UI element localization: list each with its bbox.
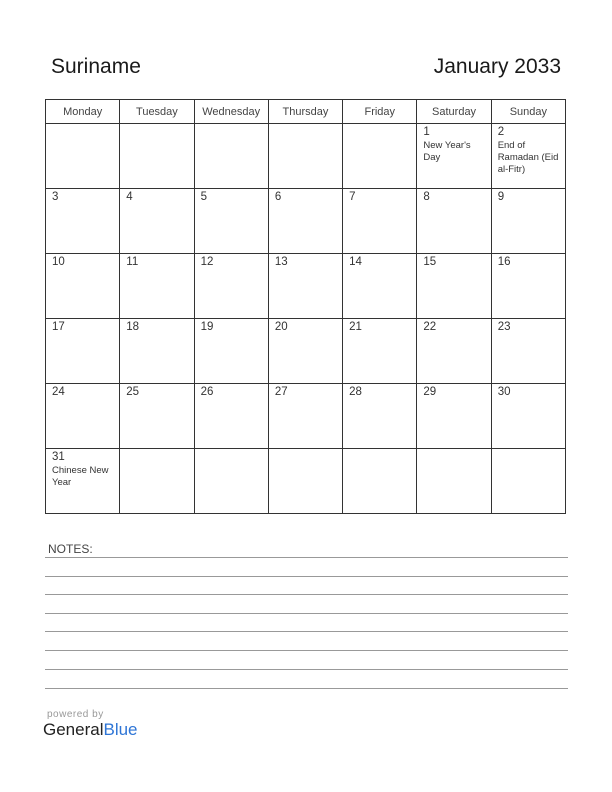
day-cell — [120, 384, 194, 449]
day-number — [417, 449, 490, 451]
day-cell — [343, 449, 417, 514]
note-line — [45, 650, 568, 651]
powered-by-text: powered by — [47, 709, 104, 720]
day-number — [195, 124, 268, 126]
weekday-wednesday: Wednesday — [194, 100, 268, 124]
day-number — [120, 449, 193, 451]
day-number: 21 — [349, 321, 362, 333]
day-cell — [120, 189, 194, 254]
day-number: 27 — [274, 386, 288, 398]
day-number: 30 — [497, 386, 511, 398]
day-number: 1 — [423, 126, 430, 138]
day-cell — [120, 124, 194, 189]
day-cell — [194, 254, 268, 319]
day-number: 4 — [126, 191, 133, 203]
note-line — [45, 669, 568, 670]
week-row — [46, 254, 566, 319]
month-year-title: January 2033 — [433, 55, 561, 78]
holiday-label: Chinese New Year — [52, 465, 109, 488]
day-number: 28 — [349, 386, 362, 398]
day-cell — [417, 124, 491, 189]
day-cell — [491, 449, 565, 514]
day-cell — [268, 254, 342, 319]
generalblue-logo[interactable] — [43, 721, 138, 738]
day-cell — [46, 449, 120, 514]
day-cell — [120, 254, 194, 319]
weekday-monday: Monday — [46, 100, 120, 124]
day-number: 16 — [497, 256, 511, 268]
day-cell — [343, 254, 417, 319]
day-cell — [343, 124, 417, 189]
note-line — [45, 594, 568, 595]
day-cell — [491, 189, 565, 254]
day-number: 20 — [274, 321, 288, 333]
day-number — [492, 449, 565, 451]
holiday-label: New Year's Day — [423, 140, 471, 163]
day-cell — [491, 319, 565, 384]
week-row — [46, 449, 566, 514]
day-cell — [194, 384, 268, 449]
week-row — [46, 124, 566, 189]
day-number: 14 — [349, 256, 362, 268]
day-cell — [46, 189, 120, 254]
day-number: 10 — [52, 256, 65, 268]
weekday-tuesday: Tuesday — [120, 100, 194, 124]
day-cell — [46, 254, 120, 319]
day-cell — [268, 319, 342, 384]
day-cell — [268, 189, 342, 254]
day-cell — [417, 319, 491, 384]
brand-general: General — [43, 720, 104, 739]
day-cell — [417, 254, 491, 319]
day-number: 3 — [52, 191, 59, 203]
day-cell — [343, 189, 417, 254]
day-cell — [343, 384, 417, 449]
day-number: 24 — [52, 386, 65, 398]
day-number: 31 — [52, 451, 65, 463]
day-number: 2 — [497, 126, 505, 138]
day-number — [269, 124, 342, 126]
holiday-label: End of Ramadan (Eid al-Fitr) — [497, 140, 559, 175]
weekday-thursday: Thursday — [268, 100, 342, 124]
day-number: 17 — [52, 321, 65, 333]
day-cell — [343, 319, 417, 384]
day-number — [195, 449, 268, 451]
day-number: 8 — [423, 191, 430, 203]
day-number: 15 — [423, 256, 437, 268]
day-number: 13 — [274, 256, 288, 268]
day-cell — [46, 319, 120, 384]
weekday-saturday: Saturday — [417, 100, 491, 124]
day-cell — [120, 319, 194, 384]
week-row — [46, 384, 566, 449]
day-number — [343, 124, 416, 126]
day-number: 5 — [200, 191, 207, 203]
note-line — [45, 688, 568, 689]
day-cell — [268, 124, 342, 189]
day-cell — [268, 384, 342, 449]
day-number: 18 — [126, 321, 140, 333]
day-number: 7 — [349, 191, 356, 203]
calendar-grid — [45, 99, 566, 514]
day-cell — [491, 254, 565, 319]
day-cell — [491, 124, 565, 189]
day-number — [343, 449, 416, 451]
day-number — [120, 124, 193, 126]
day-cell — [194, 319, 268, 384]
day-number: 12 — [200, 256, 214, 268]
day-number: 23 — [497, 321, 511, 333]
note-line — [45, 557, 568, 558]
day-number: 19 — [200, 321, 214, 333]
day-number: 11 — [126, 256, 139, 268]
day-number: 6 — [274, 191, 282, 203]
weekday-header-row — [46, 100, 566, 124]
day-cell — [194, 189, 268, 254]
day-number — [46, 124, 119, 126]
day-number: 29 — [423, 386, 437, 398]
day-number: 22 — [423, 321, 437, 333]
day-cell — [194, 124, 268, 189]
day-cell — [120, 449, 194, 514]
note-line — [45, 631, 568, 632]
day-cell — [417, 384, 491, 449]
day-cell — [268, 449, 342, 514]
day-cell — [46, 384, 120, 449]
note-line — [45, 613, 568, 614]
day-cell — [417, 189, 491, 254]
week-row — [46, 189, 566, 254]
day-cell — [417, 449, 491, 514]
day-cell — [194, 449, 268, 514]
day-number: 9 — [497, 191, 505, 203]
week-row — [46, 319, 566, 384]
note-line — [45, 576, 568, 577]
brand-blue: Blue — [103, 720, 138, 739]
weekday-sunday: Sunday — [491, 100, 565, 124]
day-number: 25 — [126, 386, 140, 398]
weekday-friday: Friday — [343, 100, 417, 124]
day-cell — [46, 124, 120, 189]
day-number: 26 — [200, 386, 214, 398]
notes-label: NOTES: — [48, 542, 93, 556]
calendar-body — [46, 124, 566, 514]
country-title: Suriname — [51, 55, 141, 78]
day-number — [269, 449, 342, 451]
day-cell — [491, 384, 565, 449]
